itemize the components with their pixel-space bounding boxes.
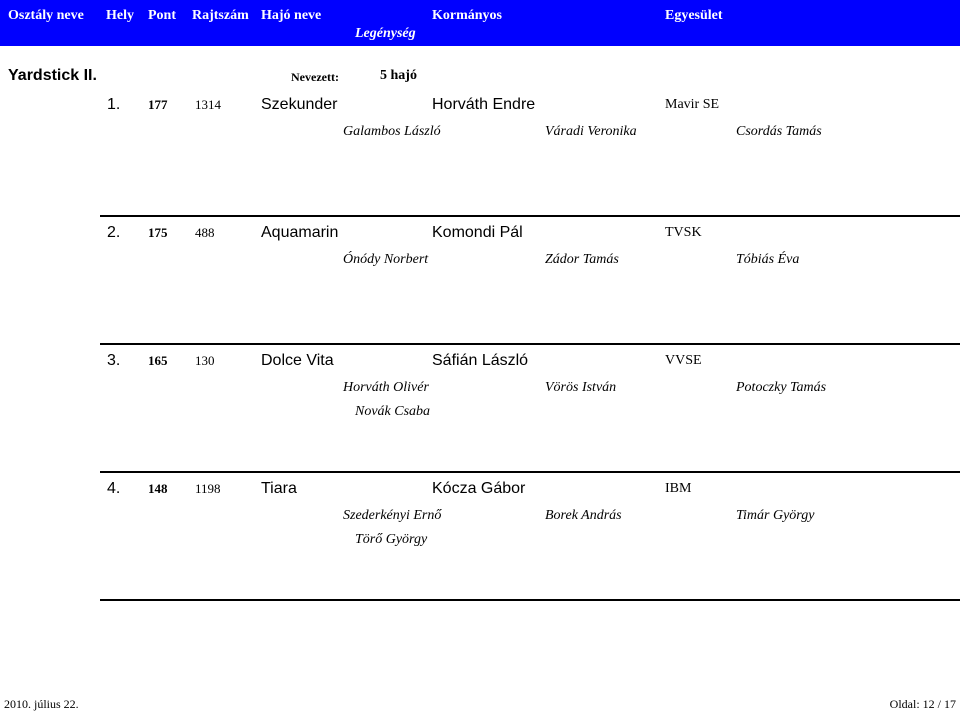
entry-club: IBM [665, 481, 692, 496]
entry-points: 165 [148, 353, 168, 368]
result-entry [0, 352, 960, 480]
header-class-name: Osztály neve [8, 8, 84, 23]
entry-crew-member: Potoczky Tamás [736, 380, 827, 395]
entry-sail-number: 1198 [195, 481, 221, 496]
header-boat-name: Hajó neve [261, 8, 322, 23]
entry-crew-member: Törő György [355, 532, 428, 547]
entry-crew-member: Novák Csaba [355, 404, 431, 419]
entry-crew-member: Ónódy Norbert [343, 252, 429, 267]
header-points: Pont [148, 8, 176, 23]
header-place: Hely [106, 8, 134, 23]
entry-divider [100, 343, 960, 345]
entry-place: 2. [107, 224, 121, 241]
entry-crew-member: Csordás Tamás [736, 124, 822, 139]
entry-divider [100, 471, 960, 473]
header-sail-number: Rajtszám [192, 8, 249, 23]
entry-boat-name: Aquamarin [261, 224, 339, 241]
entry-crew-member: Zádor Tamás [545, 252, 619, 267]
result-entry [0, 96, 960, 224]
entry-boat-name: Szekunder [261, 96, 338, 113]
class-title: Yardstick II. [8, 67, 97, 84]
entry-crew-member: Vörös István [545, 380, 617, 395]
result-entry [0, 224, 960, 352]
entry-points: 175 [148, 225, 168, 240]
entry-sail-number: 488 [195, 225, 215, 240]
entry-helmsman: Horváth Endre [432, 96, 536, 113]
result-entry [0, 480, 960, 608]
entry-club: Mavir SE [665, 97, 720, 112]
results-header-bar [0, 0, 960, 46]
footer-page-number: Oldal: 12 / 17 [889, 697, 956, 711]
entry-sail-number: 130 [195, 353, 215, 368]
entry-club: VVSE [665, 353, 702, 368]
header-helmsman: Kormányos [432, 8, 502, 23]
entry-place: 3. [107, 352, 121, 369]
entry-boat-name: Tiara [261, 480, 297, 497]
footer-date: 2010. július 22. [4, 697, 79, 711]
entry-points: 148 [148, 481, 168, 496]
entry-crew-member: Timár György [736, 508, 815, 523]
header-crew: Legénység [355, 26, 416, 41]
entry-helmsman: Komondi Pál [432, 224, 523, 241]
entry-crew-member: Galambos László [343, 124, 441, 139]
entry-place: 4. [107, 480, 121, 497]
entry-divider [100, 215, 960, 217]
entry-divider [100, 599, 960, 601]
entry-helmsman: Kócza Gábor [432, 480, 526, 497]
entry-place: 1. [107, 96, 121, 113]
header-club: Egyesület [665, 8, 723, 23]
entry-helmsman: Sáfián László [432, 352, 529, 369]
entry-points: 177 [148, 97, 168, 112]
entry-crew-member: Horváth Olivér [343, 380, 429, 395]
entry-crew-member: Borek András [545, 508, 622, 523]
entry-club: TVSK [665, 225, 702, 240]
entry-crew-member: Tóbiás Éva [736, 252, 800, 267]
entry-crew-member: Váradi Veronika [545, 124, 637, 139]
entered-label: Nevezett: [291, 70, 339, 84]
entry-crew-member: Szederkényi Ernő [343, 508, 442, 523]
entry-sail-number: 1314 [195, 97, 221, 112]
entered-count: 5 hajó [380, 68, 417, 83]
entry-boat-name: Dolce Vita [261, 352, 334, 369]
